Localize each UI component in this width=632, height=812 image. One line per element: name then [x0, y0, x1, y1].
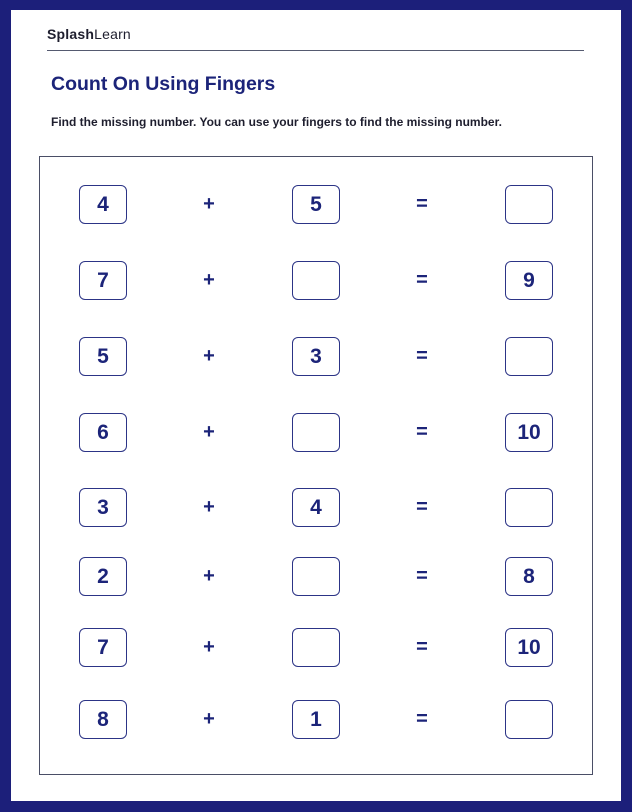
equals-sign: = [416, 708, 428, 730]
addend-1-box: 7 [79, 628, 127, 667]
addend-2-box: 4 [292, 488, 340, 527]
addend-2-box[interactable] [292, 557, 340, 596]
addend-2-box: 5 [292, 185, 340, 224]
plus-sign: + [203, 421, 215, 443]
addend-1-box: 7 [79, 261, 127, 300]
equals-sign: = [416, 421, 428, 443]
sum-box[interactable] [505, 488, 553, 527]
sum-box: 10 [505, 628, 553, 667]
problem-row [0, 487, 632, 527]
addend-2-box[interactable] [292, 413, 340, 452]
instructions-text: Find the missing number. You can use your fingers to find the missing number. [51, 115, 502, 129]
equals-sign: = [416, 496, 428, 518]
sum-box: 9 [505, 261, 553, 300]
plus-sign: + [203, 496, 215, 518]
addend-2-box[interactable] [292, 628, 340, 667]
problems-panel [39, 156, 593, 775]
equals-sign: = [416, 636, 428, 658]
logo-strong-text: Splash [47, 26, 95, 42]
problem-row [0, 556, 632, 596]
plus-sign: + [203, 565, 215, 587]
plus-sign: + [203, 708, 215, 730]
problem-row [0, 260, 632, 300]
addend-1-box: 5 [79, 337, 127, 376]
sum-box: 8 [505, 557, 553, 596]
equals-sign: = [416, 345, 428, 367]
sum-box[interactable] [505, 700, 553, 739]
logo-light-text: Learn [94, 26, 131, 42]
addend-1-box: 8 [79, 700, 127, 739]
problem-row [0, 627, 632, 667]
plus-sign: + [203, 636, 215, 658]
page-title: Count On Using Fingers [51, 73, 276, 95]
sum-box[interactable] [505, 185, 553, 224]
addend-1-box: 2 [79, 557, 127, 596]
problem-row [0, 412, 632, 452]
addend-1-box: 3 [79, 488, 127, 527]
equals-sign: = [416, 193, 428, 215]
addend-1-box: 4 [79, 185, 127, 224]
sum-box: 10 [505, 413, 553, 452]
splashlearn-logo [47, 26, 131, 42]
problem-row [0, 336, 632, 376]
equals-sign: = [416, 565, 428, 587]
problem-row [0, 184, 632, 224]
plus-sign: + [203, 193, 215, 215]
sum-box[interactable] [505, 337, 553, 376]
plus-sign: + [203, 269, 215, 291]
addend-2-box[interactable] [292, 261, 340, 300]
header-divider [47, 50, 584, 51]
equals-sign: = [416, 269, 428, 291]
addend-1-box: 6 [79, 413, 127, 452]
addend-2-box: 3 [292, 337, 340, 376]
problem-row [0, 699, 632, 739]
plus-sign: + [203, 345, 215, 367]
addend-2-box: 1 [292, 700, 340, 739]
